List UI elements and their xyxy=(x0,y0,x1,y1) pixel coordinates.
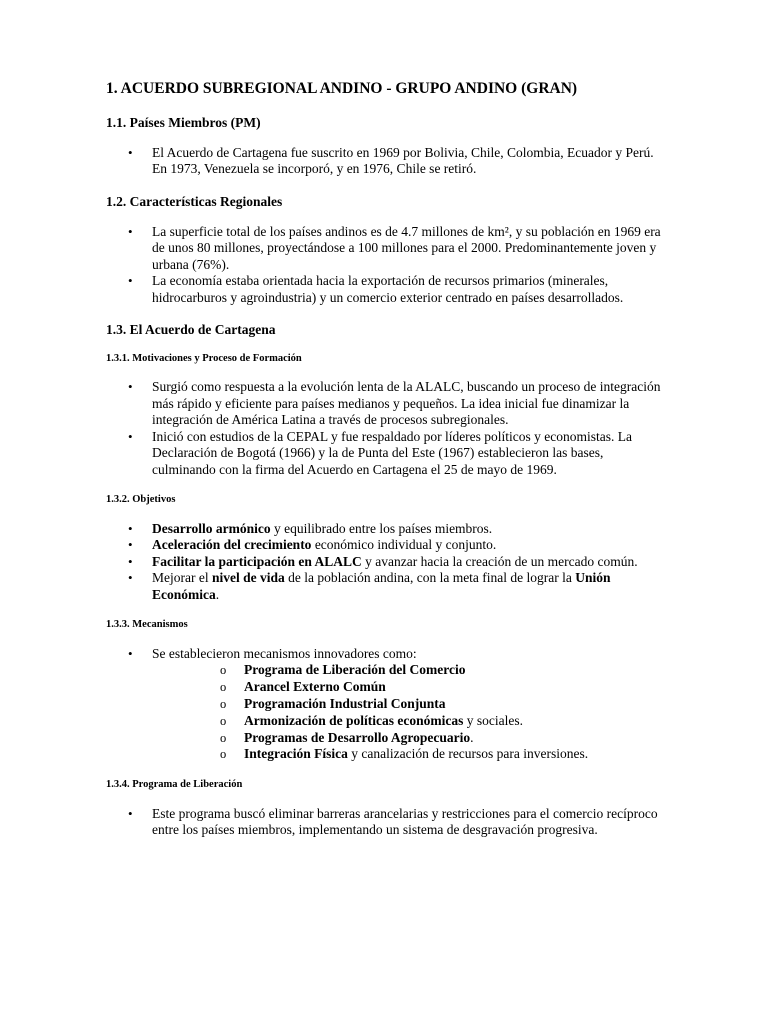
sublist-item xyxy=(152,662,666,679)
list-item: • El Acuerdo de Cartagena fue suscrito en 1969 por Bolivia, Chile, Colombia, Ecuador y Perú. En 1973, Venezuela se incorporó, y en 1976, Chile se retiró. xyxy=(106,145,666,178)
bold-text: Integración Física xyxy=(244,746,348,762)
text: Mejorar el xyxy=(152,570,212,586)
bold-text: Programa de Liberación del Comercio xyxy=(244,662,466,678)
list-programa-liberacion xyxy=(106,806,666,839)
heading-objetivos: 1.3.2. Objetivos xyxy=(106,494,176,506)
text: Se establecieron mecanismos innovadores como: xyxy=(152,645,417,661)
sublist-item xyxy=(152,696,666,713)
list-motivaciones xyxy=(106,379,666,478)
text: . xyxy=(470,729,474,745)
document-body xyxy=(106,80,666,855)
sublist-item xyxy=(152,730,666,747)
list-item: • Inició con estudios de la CEPAL y fue respaldado por líderes políticos y economistas. La Declaración de Bogotá (1966) y la de Punta del Este (1967) establecieron las bases, culminando con la firma del Acuerdo en Cartagena el 25 de mayo de 1969. xyxy=(106,429,666,479)
text: y avanzar hacia la creación de un mercado común. xyxy=(361,553,638,569)
text: económico individual y conjunto. xyxy=(311,537,497,553)
bold-text: Unión Económica xyxy=(152,570,611,602)
bold-text: Arancel Externo Común xyxy=(244,679,386,695)
list-item: • La superficie total de los países andinos es de 4.7 millones de km², y su población en 1969 era de unos 80 millones, proyectándose a 100 millones para el 2000. Predominantemente joven y urbana (76%). xyxy=(106,224,666,274)
text: y sociales. xyxy=(463,712,523,728)
sublist-item xyxy=(152,713,666,730)
text: . xyxy=(215,586,220,602)
heading-acuerdo-cartagena: 1.3. El Acuerdo de Cartagena xyxy=(106,322,276,338)
bold-text: Programas de Desarrollo Agropecuario xyxy=(244,729,471,745)
document-title: 1. ACUERDO SUBREGIONAL ANDINO - GRUPO ANDINO (GRAN) xyxy=(106,80,578,97)
bold-text: Desarrollo armónico xyxy=(152,520,271,536)
list-item: • La economía estaba orientada hacia la exportación de recursos primarios (minerales, hidrocarburos y agroindustria) y un comercio exterior centrado en países desarrollados. xyxy=(106,273,666,306)
list-mecanismos xyxy=(106,646,666,763)
list-item: • Este programa buscó eliminar barreras arancelarias y restricciones para el comercio recíproco entre los países miembros, implementando un sistema de desgravación progresiva. xyxy=(106,806,666,839)
sublist-item xyxy=(152,679,666,696)
list-caracteristicas xyxy=(106,224,666,307)
list-item xyxy=(106,646,666,763)
text: y canalización de recursos para inversiones. xyxy=(347,746,589,762)
list-item xyxy=(106,537,666,554)
list-objetivos xyxy=(106,521,666,604)
bold-text: Aceleración del crecimiento xyxy=(152,537,312,553)
sublist-mecanismos xyxy=(152,662,666,763)
heading-motivaciones: 1.3.1. Motivaciones y Proceso de Formación xyxy=(106,352,302,364)
list-item: • Surgió como respuesta a la evolución lenta de la ALALC, buscando un proceso de integración más rápido y eficiente para países medianos y pequeños. La idea inicial fue dinamizar la integración de América Latina a través de procesos subregionales. xyxy=(106,379,666,429)
bold-text: Facilitar la participación en ALALC xyxy=(152,553,362,569)
list-paises-miembros xyxy=(106,145,666,178)
text: de la población andina, con la meta final de lograr la xyxy=(284,570,576,586)
heading-paises-miembros: 1.1. Países Miembros (PM) xyxy=(106,114,261,130)
list-item xyxy=(106,570,666,603)
bold-text: nivel de vida xyxy=(211,570,285,586)
list-item xyxy=(106,521,666,538)
heading-caracteristicas: 1.2. Características Regionales xyxy=(106,193,283,209)
sublist-item xyxy=(152,746,666,763)
heading-mecanismos: 1.3.3. Mecanismos xyxy=(106,619,188,631)
list-item xyxy=(106,554,666,571)
bold-text: Armonización de políticas económicas xyxy=(244,712,464,728)
bold-text: Programación Industrial Conjunta xyxy=(244,696,446,712)
text: y equilibrado entre los países miembros. xyxy=(270,520,493,536)
heading-programa-liberacion: 1.3.4. Programa de Liberación xyxy=(106,779,243,791)
